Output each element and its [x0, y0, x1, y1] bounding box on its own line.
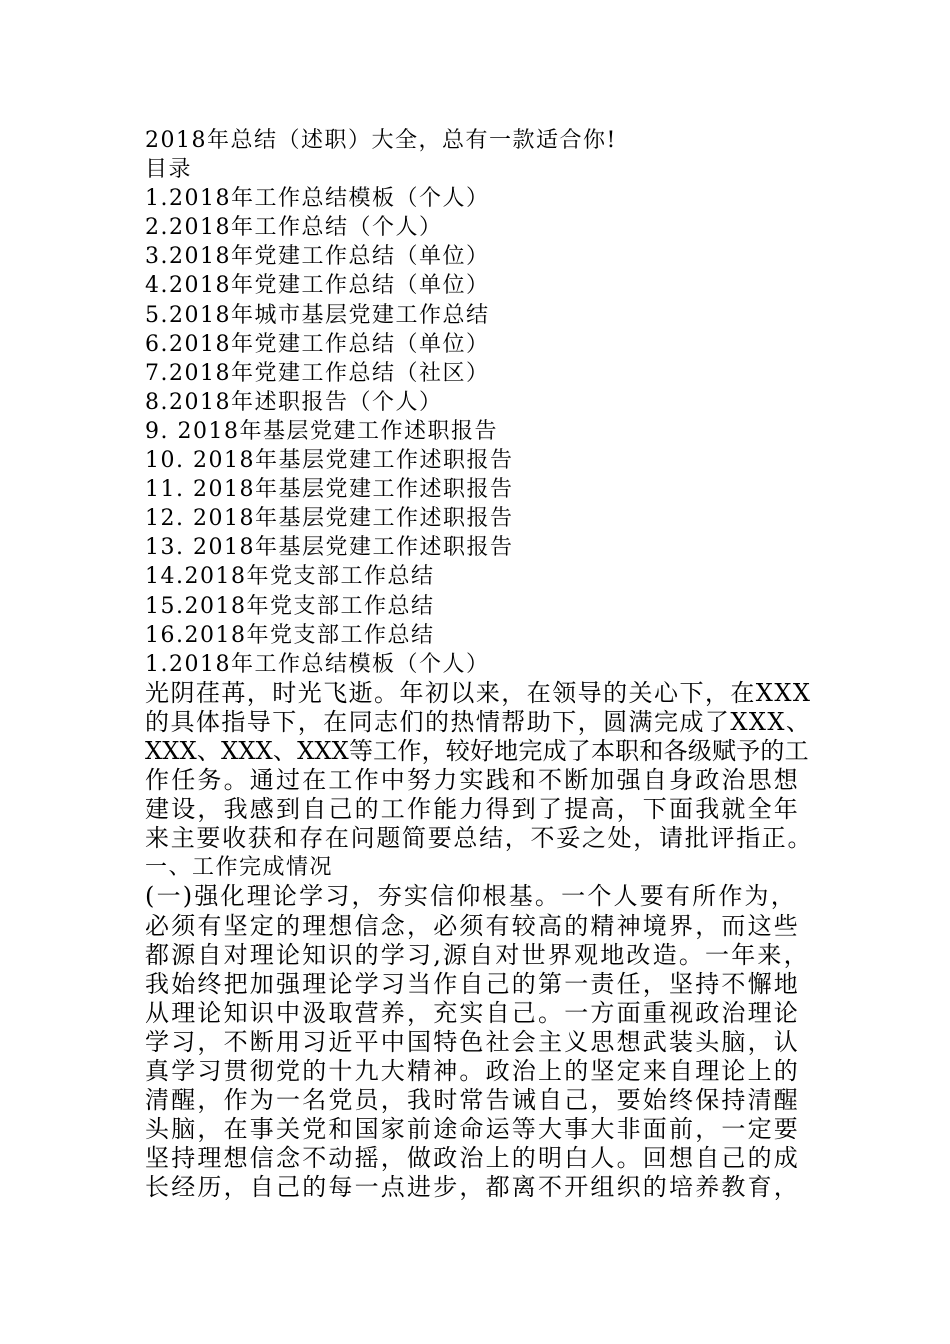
- section-heading: 一、工作完成情况: [145, 855, 334, 881]
- toc-item: 1.2018年工作总结模板（个人）: [145, 186, 490, 212]
- toc-item: 10. 2018年基层党建工作述职报告: [145, 448, 514, 474]
- toc-item: 11. 2018年基层党建工作述职报告: [145, 477, 514, 503]
- toc-item: 5.2018年城市基层党建工作总结: [145, 302, 490, 328]
- paragraph-line: 的具体指导下，在同志们的热情帮助下，圆满完成了XXX、: [145, 707, 812, 736]
- paragraph-line: (一)强化理论学习，夯实信仰根基。一个人要有所作为，: [145, 882, 797, 911]
- toc-heading: 目录: [145, 157, 193, 183]
- paragraph-line: 都源自对理论知识的学习,源自对世界观地改造。一年来，: [145, 940, 810, 969]
- paragraph-line: 头脑，在事关党和国家前途命运等大事大非面前，一定要: [145, 1115, 800, 1144]
- toc-item: 13. 2018年基层党建工作述职报告: [145, 535, 514, 561]
- toc-item: 7.2018年党建工作总结（社区）: [145, 360, 490, 386]
- toc-item: 3.2018年党建工作总结（单位）: [145, 244, 490, 270]
- toc-item: 4.2018年党建工作总结（单位）: [145, 273, 490, 299]
- toc-item: 6.2018年党建工作总结（单位）: [145, 331, 490, 357]
- paragraph-line: 我始终把加强理论学习当作自己的第一责任，坚持不懈地: [145, 969, 800, 998]
- table-of-contents: [145, 184, 815, 650]
- paragraph-line: 作任务。通过在工作中努力实践和不断加强自身政治思想: [145, 766, 800, 795]
- toc-item: 12. 2018年基层党建工作述职报告: [145, 506, 514, 532]
- toc-item: 16.2018年党支部工作总结: [145, 622, 435, 648]
- paragraph-line: 必须有坚定的理想信念，必须有较高的精神境界，而这些: [145, 911, 800, 940]
- paragraph-line: 坚持理想信念不动摇，做政治上的明白人。回想自己的成: [145, 1144, 800, 1173]
- paragraph-line: XXX、XXX、XXX等工作，较好地完成了本职和各级赋予的工: [145, 736, 809, 765]
- toc-item: 9. 2018年基层党建工作述职报告: [145, 418, 498, 444]
- toc-item: 8.2018年述职报告（个人）: [145, 389, 443, 415]
- toc-item: 2.2018年工作总结（个人）: [145, 215, 443, 241]
- intro-paragraph: [145, 679, 815, 854]
- paragraph-line: 来主要收获和存在问题简要总结，不妥之处，请批评指正。: [145, 824, 814, 853]
- body-paragraph: [145, 882, 815, 1202]
- toc-item: 15.2018年党支部工作总结: [145, 593, 435, 619]
- document-page: [145, 126, 815, 1202]
- paragraph-line: 从理论知识中汲取营养，充实自己。一方面重视政治理论: [145, 998, 800, 1027]
- toc-item: 14.2018年党支部工作总结: [145, 564, 435, 590]
- paragraph-line: 真学习贯彻党的十九大精神。政治上的坚定来自理论上的: [145, 1057, 800, 1085]
- paragraph-line: 学习，不断用习近平中国特色社会主义思想武装头脑，认: [145, 1027, 800, 1056]
- section-title: 1.2018年工作总结模板（个人）: [145, 651, 490, 677]
- paragraph-line: 光阴荏苒，时光飞逝。年初以来，在领导的关心下，在XXX: [145, 678, 812, 707]
- document-title: 2018年总结（述职）大全，总有一款适合你!: [145, 128, 617, 153]
- paragraph-line: 长经历，自己的每一点进步，都离不开组织的培养教育，: [145, 1173, 800, 1202]
- paragraph-line: 清醒，作为一名党员，我时常告诫自己，要始终保持清醒: [145, 1086, 800, 1115]
- paragraph-line: 建设，我感到自己的工作能力得到了提高，下面我就全年: [145, 795, 800, 824]
